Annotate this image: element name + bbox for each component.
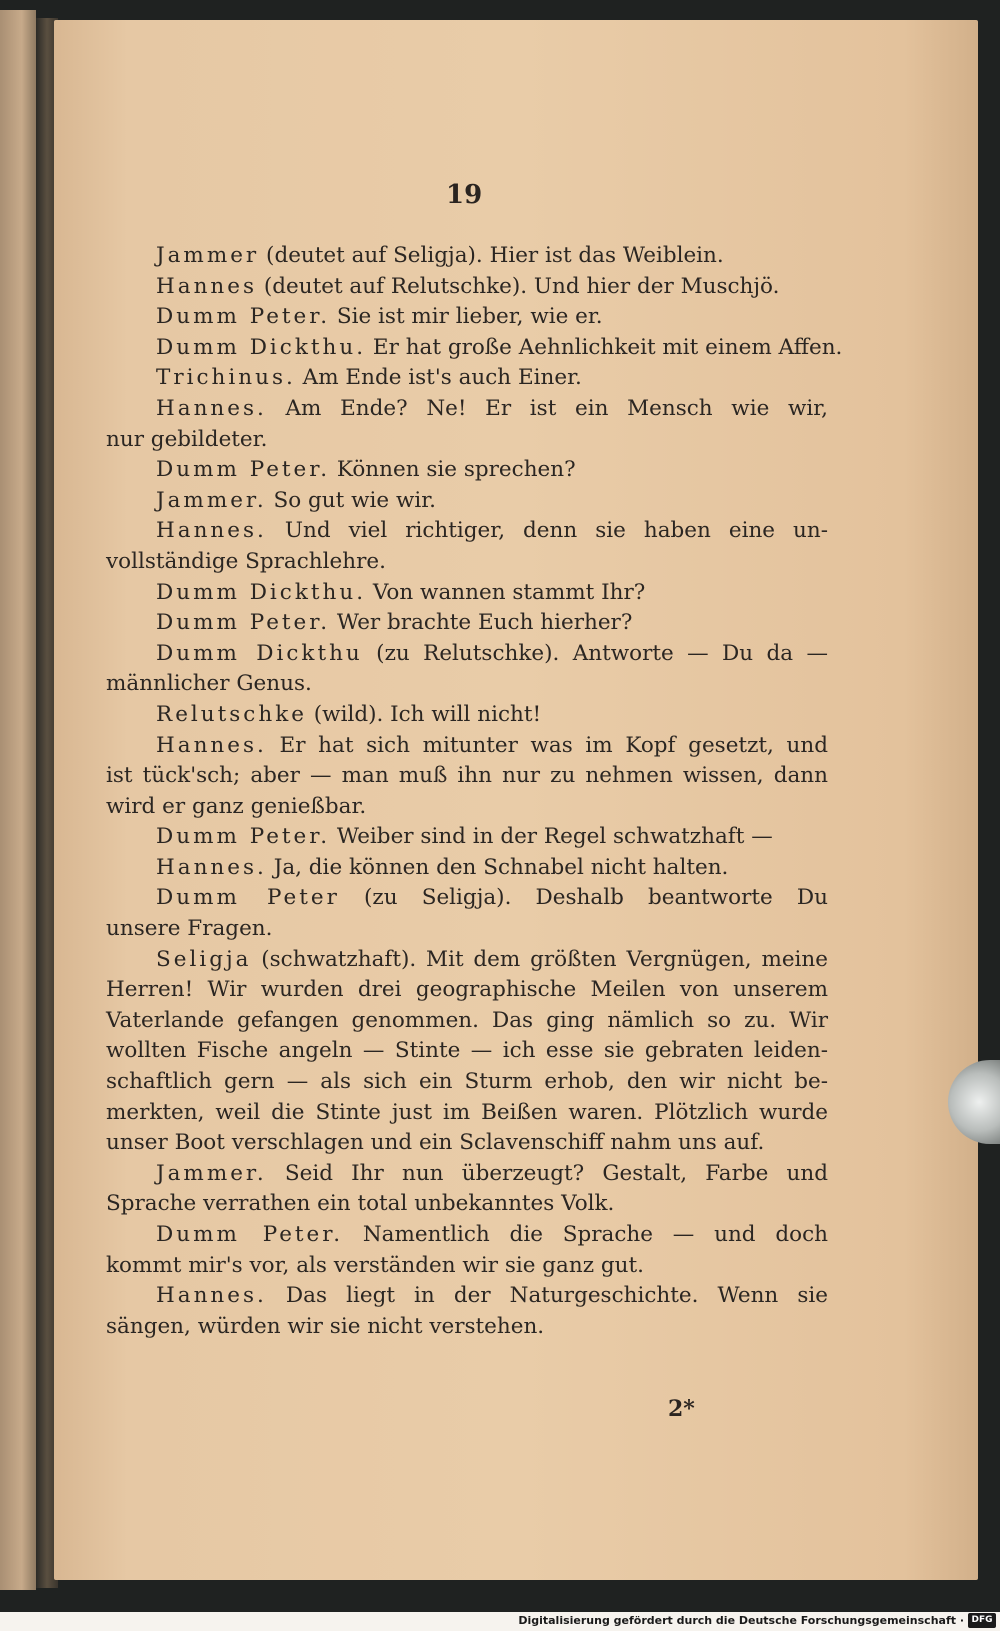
text-line: [106, 486, 828, 517]
line-text: unsere Fragen.: [106, 916, 273, 942]
line-text: (zu Relutschke). Antworte — Du da —: [362, 640, 828, 666]
text-line: [106, 302, 828, 333]
speaker-name: Hannes.: [156, 518, 267, 544]
line-text: Seid Ihr nun überzeugt? Gestalt, Farbe und: [266, 1160, 828, 1186]
text-line: [106, 394, 828, 425]
line-text: Können sie sprechen?: [330, 457, 576, 483]
line-text: Ja, die können den Schnabel nicht halten.: [266, 854, 729, 880]
speaker-name: Dumm Dickthu: [156, 640, 363, 666]
line-text: sängen, würden wir sie nicht verstehen.: [106, 1313, 545, 1339]
line-text: Am Ende? Ne! Er ist ein Mensch wie wir,: [266, 395, 828, 421]
line-text: nur gebildeter.: [106, 426, 268, 452]
line-text: merkten, weil die Stinte just im Beißen waren. Plötzlich wurde: [106, 1099, 828, 1125]
text-line: [106, 914, 828, 945]
speaker-name: Dumm Peter.: [156, 610, 331, 636]
speaker-name: Trichinus.: [156, 365, 296, 391]
text-line: [106, 883, 828, 914]
text-line: [106, 272, 828, 303]
text-line: [106, 241, 828, 272]
text-line: [106, 1312, 828, 1343]
text-line: [106, 792, 828, 823]
text-line: [106, 547, 828, 578]
text-line: [106, 761, 828, 792]
line-text: Er hat große Aehnlichkeit mit einem Affen.: [366, 334, 843, 360]
speaker-name: Seligja: [156, 946, 252, 972]
line-text: (zu Seligja). Deshalb beantworte Du: [339, 885, 828, 911]
text-line: [106, 363, 828, 394]
speaker-name: Hannes.: [156, 854, 267, 880]
speaker-name: Jammer.: [156, 487, 267, 513]
text-line: [106, 1251, 828, 1282]
text-line: [106, 1281, 828, 1312]
speaker-name: Hannes: [156, 273, 258, 299]
speaker-name: Dumm Dickthu.: [156, 334, 367, 360]
line-text: vollständige Sprachlehre.: [106, 548, 386, 574]
dfg-logo: DFG: [968, 1613, 996, 1628]
line-text: (deutet auf Seligja). Hier ist das Weiblein.: [259, 243, 724, 268]
speaker-name: Relutschke: [156, 701, 307, 727]
line-text: Sie ist mir lieber, wie er.: [330, 304, 603, 330]
line-text: kommt mir's vor, als verständen wir sie ganz gut.: [106, 1252, 644, 1278]
speaker-name: Dumm Peter.: [156, 824, 331, 850]
line-text: Wer brachte Euch hierher?: [330, 610, 633, 636]
line-text: männlicher Genus.: [106, 671, 312, 697]
text-line: [106, 1159, 828, 1190]
speaker-name: Dumm Peter.: [156, 457, 331, 483]
text-line: [106, 1220, 828, 1251]
text-line: [106, 333, 843, 364]
text-line: [106, 731, 828, 762]
funding-credit: Digitalisierung gefördert durch die Deutsche Forschungsgemeinschaft ·: [518, 1614, 964, 1627]
text-line: [106, 516, 828, 547]
speaker-name: Dumm Dickthu.: [156, 579, 367, 605]
line-text: So gut wie wir.: [266, 487, 436, 513]
text-line: [106, 700, 828, 731]
text-line: [106, 1006, 828, 1037]
text-line: [106, 1128, 828, 1159]
line-text: unser Boot verschlagen und ein Sclavenschiff nahm uns auf.: [106, 1130, 765, 1156]
line-text: Herren! Wir wurden drei geographische Meilen von unserem: [106, 977, 828, 1003]
text-line: [106, 1067, 828, 1098]
line-text: wollten Fische angeln — Stinte — ich esse sie gebraten leiden-: [106, 1038, 828, 1064]
facing-page-edge: [0, 10, 36, 1590]
text-line: [106, 1036, 828, 1067]
line-text: Das liegt in der Naturgeschichte. Wenn sie: [266, 1283, 828, 1309]
line-text: ist tück'sch; aber — man muß ihn nur zu nehmen wissen, dann: [106, 763, 828, 789]
page-number: 19: [446, 180, 483, 210]
speaker-name: Jammer: [156, 243, 260, 268]
text-line: [106, 669, 828, 700]
text-line: [106, 608, 828, 639]
line-text: Am Ende ist's auch Einer.: [295, 365, 582, 391]
text-line: [106, 853, 828, 884]
line-text: Weiber sind in der Regel schwatzhaft —: [330, 824, 773, 850]
line-text: Von wannen stammt Ihr?: [366, 579, 646, 605]
text-line: [106, 975, 828, 1006]
text-line: [106, 578, 828, 609]
line-text: (schwatzhaft). Mit dem größten Vergnügen, meine: [251, 946, 828, 972]
line-text: Sprache verrathen ein total unbekanntes Volk.: [106, 1191, 615, 1217]
line-text: Und viel richtiger, denn sie haben eine un-: [266, 518, 828, 544]
text-line: [106, 1098, 828, 1129]
speaker-name: Hannes.: [156, 395, 267, 421]
speaker-name: Hannes.: [156, 732, 267, 758]
text-line: [106, 639, 828, 670]
speaker-name: Dumm Peter.: [156, 1222, 344, 1247]
play-text: [106, 241, 843, 1342]
speaker-name: Dumm Peter.: [156, 304, 331, 330]
line-text: wird er ganz genießbar.: [106, 793, 367, 819]
speaker-name: Dumm Peter: [156, 885, 340, 911]
text-line: [106, 455, 828, 486]
printer-signature: 2*: [668, 1396, 695, 1422]
text-line: [106, 425, 828, 456]
line-text: (deutet auf Relutschke). Und hier der Muschjö.: [257, 273, 780, 299]
line-text: (wild). Ich will nicht!: [306, 701, 542, 727]
text-line: [106, 822, 828, 853]
speaker-name: Hannes.: [156, 1283, 267, 1309]
text-line: [106, 945, 828, 976]
speaker-name: Jammer.: [156, 1160, 267, 1186]
line-text: Namentlich die Sprache — und doch: [343, 1222, 828, 1247]
text-line: [106, 1189, 828, 1220]
line-text: Vaterlande gefangen genommen. Das ging nämlich so zu. Wir: [106, 1007, 828, 1033]
line-text: Er hat sich mitunter was im Kopf gesetzt, und: [266, 732, 828, 758]
line-text: schaftlich gern — als sich ein Sturm erhob, den wir nicht be-: [106, 1069, 828, 1095]
